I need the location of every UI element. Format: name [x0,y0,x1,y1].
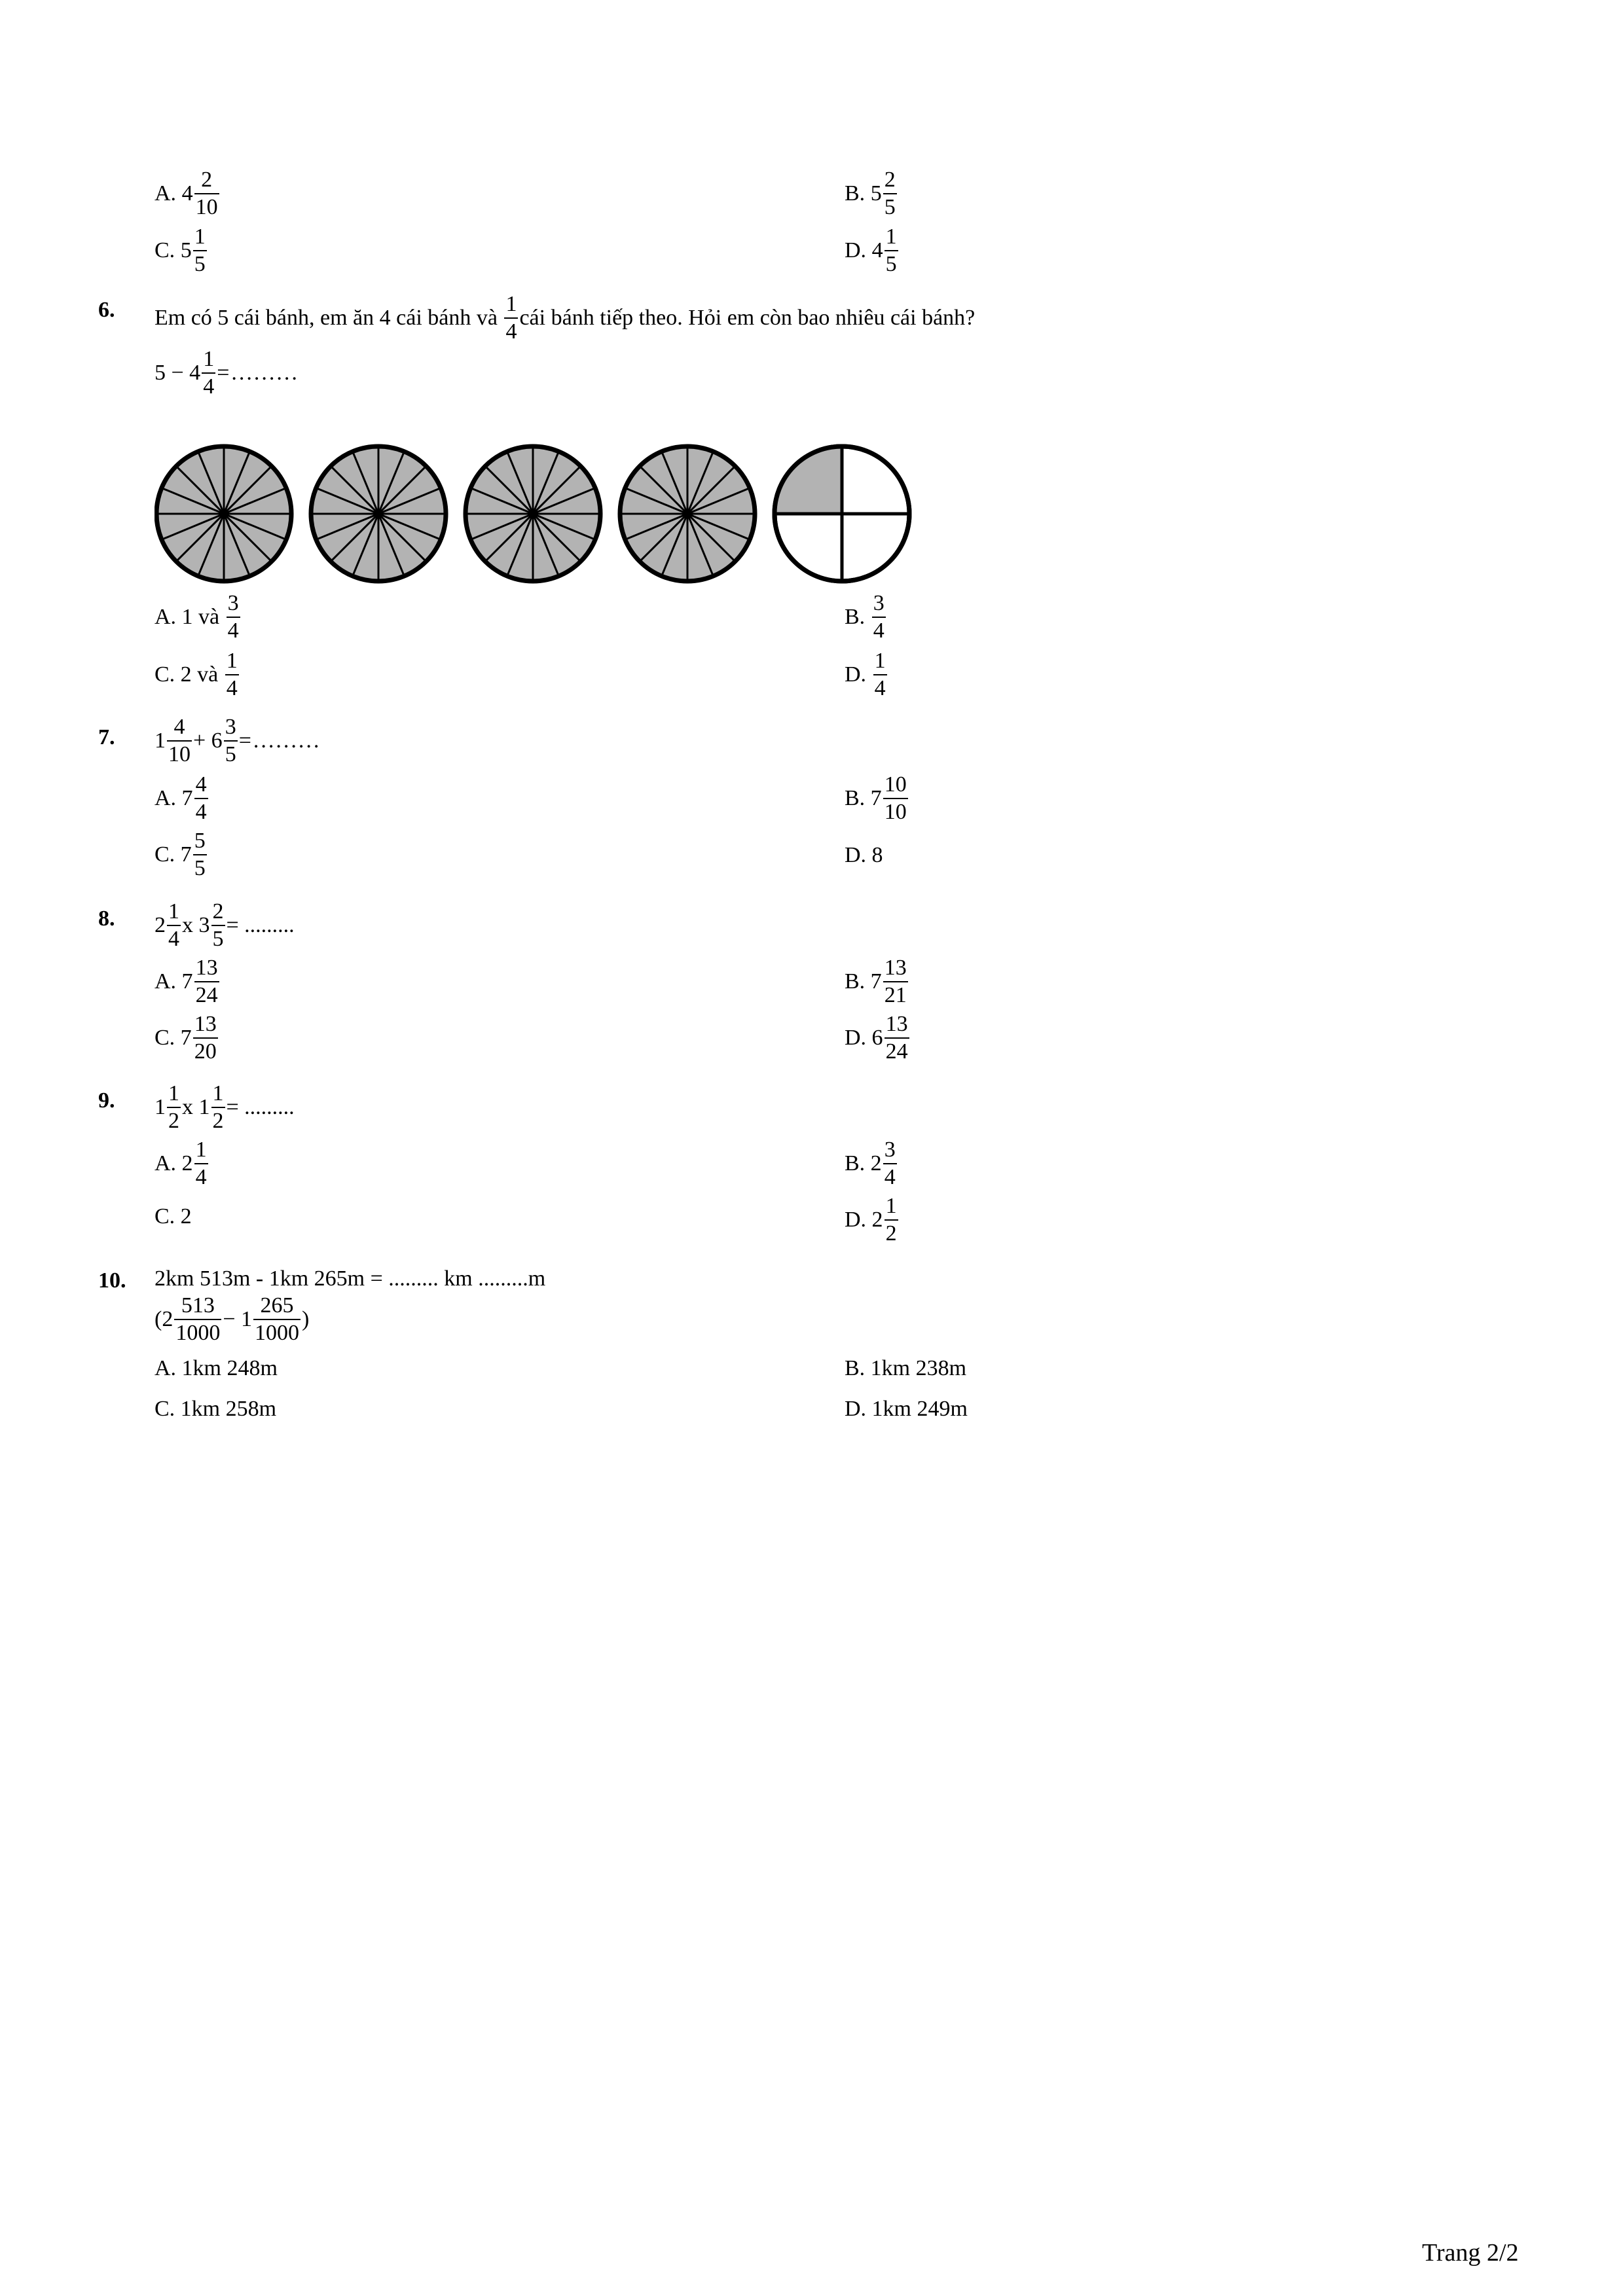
q5-option-a-fraction: $\frac{2}{10}$ [195,168,218,219]
q10-option-c: C. 1km 258m [155,1397,277,1421]
q8-option-b: B. 7 $\frac{13}{21}$ [845,956,907,1007]
q9-option-a-fraction: $\frac{1}{4}$ [195,1138,207,1189]
q8-option-d-fraction: $\frac{13}{24}$ [885,1012,908,1064]
q5-option-c [155,226,208,276]
q9-option-b: B. 2 $\frac{3}{4}$ [845,1138,896,1189]
q8-option-c: C. 7 $\frac{13}{20}$ [155,1012,217,1064]
q6-option-a-fraction: $\frac{3}{4}$ [227,591,239,643]
q6-option-c: C. 2 và $\frac{1}{4}$ [155,649,238,700]
page-number: Trang 2/2 [1422,2239,1519,2267]
q10-expression-fraction-1: $\frac{513}{1000}$ [175,1293,221,1345]
q7-expression-fraction-2: $\frac{3}{5}$ [225,715,236,766]
q6-question-fraction: $\frac{1}{4}$ [505,292,517,344]
q5-option-b-whole: 5 [870,181,882,206]
q5-option-d-whole: 4 [871,238,883,262]
q6-question-text: Em có 5 cái bánh, em ăn 4 cái bánh và $\frac{1}{4}$ cái bánh tiếp theo. Hỏi em còn bao nhiêu cái bánh? [155,292,976,344]
full-cake-4 [620,446,755,581]
q8-expression-fraction-2: $\frac{2}{5}$ [212,899,224,951]
q10-number: 10. [98,1268,126,1293]
q8-option-d: D. 6 $\frac{13}{24}$ [845,1012,908,1064]
q10-question-text: 2km 513m - 1km 265m = ......... km .........m [155,1266,546,1291]
q5-option-d-fraction: $\frac{1}{5}$ [885,224,897,276]
q6-option-b-fraction: $\frac{3}{4}$ [873,591,884,643]
q7-option-b-fraction: $\frac{10}{10}$ [884,772,907,824]
q9-expression-fraction-2: $\frac{1}{2}$ [212,1081,224,1133]
q8-expression: 2 $\frac{1}{4}$ x 3 $\frac{2}{5}$ = ......... [155,899,295,951]
q8-option-a-fraction: $\frac{13}{24}$ [195,956,218,1007]
q7-option-c: C. 7 $\frac{5}{5}$ [155,829,206,880]
q10-option-a: A. 1km 248m [155,1356,278,1380]
q6-option-a: A. 1 và $\frac{3}{4}$ [155,591,239,643]
q5-option-c-fraction: $\frac{1}{5}$ [194,224,206,276]
q7-option-b: B. 7 $\frac{10}{10}$ [845,772,907,824]
q7-expression-fraction-1: $\frac{4}{10}$ [168,715,191,766]
q7-expression: 1 $\frac{4}{10}$ + 6 $\frac{3}{5}$ =......... [155,715,321,766]
q6-option-d: D. $\frac{1}{4}$ [845,649,886,700]
q7-option-d: D. 8 [845,843,883,867]
q10-expression-fraction-2: $\frac{265}{1000}$ [255,1293,300,1345]
q10-option-b: B. 1km 238m [845,1356,967,1380]
q5-option-b-label: B. [845,181,866,206]
q7-number: 7. [98,725,115,749]
q9-expression-fraction-1: $\frac{1}{2}$ [168,1081,179,1133]
q5-option-a-label: A. [155,181,177,206]
q6-option-d-fraction: $\frac{1}{4}$ [874,649,886,700]
q9-option-d: D. 2 $\frac{1}{2}$ [845,1194,897,1246]
q8-option-c-fraction: $\frac{13}{20}$ [194,1012,217,1064]
q8-option-b-fraction: $\frac{13}{21}$ [884,956,907,1007]
full-cake-3 [465,446,600,581]
q5-option-c-label: C. [155,238,175,262]
q7-option-a-fraction: $\frac{4}{4}$ [195,772,207,824]
q5-option-a-whole: 4 [181,181,193,206]
q10-expression: (2 $\frac{513}{1000}$ − 1 $\frac{265}{1000}$ ) [155,1293,310,1345]
q6-option-c-fraction: $\frac{1}{4}$ [226,649,238,700]
q9-number: 9. [98,1088,115,1113]
q5-option-a [155,169,221,219]
q5-option-d-label: D. [845,238,867,262]
q9-option-c: C. 2 [155,1204,192,1229]
q5-option-b-fraction: $\frac{2}{5}$ [884,168,896,219]
q8-option-a: A. 7 $\frac{13}{24}$ [155,956,218,1007]
q7-option-c-fraction: $\frac{5}{5}$ [194,829,206,880]
q9-expression: 1 $\frac{1}{2}$ x 1 $\frac{1}{2}$ = ......... [155,1081,295,1133]
full-cake-2 [311,446,446,581]
q6-expression: 5 − 4 $\frac{1}{4}$ =......... [155,347,299,399]
q5-option-c-whole: 5 [180,238,192,262]
q6-option-b: B. $\frac{3}{4}$ [845,591,884,643]
q9-option-d-fraction: $\frac{1}{2}$ [885,1194,897,1246]
quarter-cake [775,446,909,581]
q8-expression-fraction-1: $\frac{1}{4}$ [168,899,179,951]
q5-option-d [845,226,900,276]
q10-option-d: D. 1km 249m [845,1397,968,1421]
q9-option-b-fraction: $\frac{3}{4}$ [884,1138,896,1189]
q9-option-a: A. 2 $\frac{1}{4}$ [155,1138,207,1189]
q8-number: 8. [98,906,115,931]
q7-option-a: A. 7 $\frac{4}{4}$ [155,772,207,824]
q6-cake-figure [155,439,940,589]
q5-option-b [845,169,898,219]
full-cake-1 [156,446,291,581]
q6-expression-fraction: $\frac{1}{4}$ [203,347,215,399]
q6-number: 6. [98,298,115,322]
